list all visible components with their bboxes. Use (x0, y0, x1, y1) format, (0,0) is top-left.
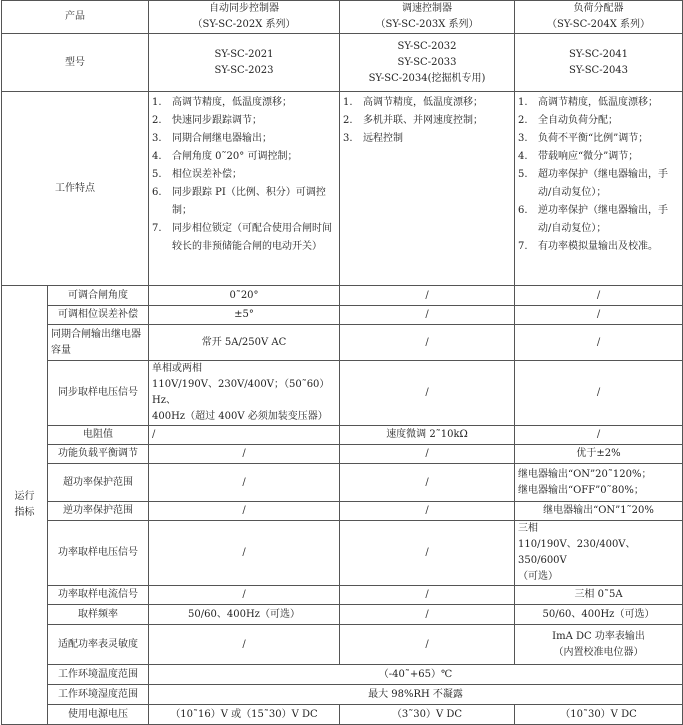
feature-item: 6. 同步跟踪 PI（比例、积分）可调控制； (152, 187, 326, 216)
spec-row (2, 306, 683, 325)
empty-cell: / (149, 625, 340, 665)
model-col3: SY-SC-2041 SY-SC-2043 (515, 34, 683, 92)
empty-cell: / (515, 286, 683, 306)
cell-value: 优于±2% (515, 445, 683, 464)
feature-item: 4. 合闸角度 0˜20° 可调控制； (152, 151, 298, 162)
cell-value: （3˜30）V DC (340, 705, 515, 725)
empty-cell: / (340, 286, 515, 306)
feature-item: 2. 全自动负荷分配； (518, 115, 618, 126)
feature-item: 7. 有功率模拟量输出及校准。 (518, 241, 658, 252)
feature-item: 1. 高调节精度，低温度漂移； (518, 97, 658, 108)
cell-value: 0˜20° (149, 286, 340, 306)
empty-cell: / (340, 445, 515, 464)
row-label: 功能负载平衡调节 (48, 445, 149, 464)
header-label: 产品 (2, 1, 149, 34)
empty-cell: / (515, 306, 683, 325)
spec-row (2, 705, 683, 725)
spec-row (2, 502, 683, 521)
row-label: 超功率保护范围 (48, 464, 149, 502)
header-col3: 负荷分配器 （SY-SC-204X 系列） (515, 1, 683, 34)
row-label: 电阻值 (48, 426, 149, 445)
spec-row (2, 325, 683, 361)
spec-row (2, 665, 683, 685)
empty-cell: / (149, 426, 340, 445)
spec-row (2, 464, 683, 502)
empty-cell: / (515, 426, 683, 445)
empty-cell: / (149, 464, 340, 502)
feature-item: 3. 负荷不平衡“比例”调节； (518, 133, 649, 144)
row-label: 适配功率表灵敏度 (48, 625, 149, 665)
row-label: 可调合闸角度 (48, 286, 149, 306)
empty-cell: / (340, 521, 515, 586)
empty-cell: / (149, 445, 340, 464)
spec-row (2, 605, 683, 625)
feature-item: 3. 远程控制 (343, 133, 403, 144)
header-col1: 自动同步控制器 （SY-SC-202X 系列） (149, 1, 340, 34)
cell-value: 继电器输出“ON”20˜120%； 继电器输出“OFF”0˜80%； (515, 464, 683, 502)
row-label: 可调相位误差补偿 (48, 306, 149, 325)
spec-row (2, 361, 683, 426)
group-label: 运行 指标 (2, 286, 48, 725)
features-col2 (340, 92, 515, 286)
features-row (2, 92, 683, 286)
row-label: 功率取样电压信号 (48, 521, 149, 586)
header-row (2, 1, 683, 34)
row-label: 同期合闸输出继电器容量 (48, 325, 149, 361)
empty-cell: / (340, 306, 515, 325)
row-label: 工作环境湿度范围 (48, 685, 149, 705)
feature-item: 3. 同期合闸继电器输出； (152, 133, 272, 144)
model-col1: SY-SC-2021 SY-SC-2023 (149, 34, 340, 92)
cell-value: 50/60、400Hz（可选） (515, 605, 683, 625)
empty-cell: / (149, 521, 340, 586)
cell-value: （10˜30）V DC (515, 705, 683, 725)
spec-row (2, 521, 683, 586)
model-label: 型号 (2, 34, 149, 92)
row-label: 取样频率 (48, 605, 149, 625)
spec-row (2, 286, 683, 306)
spec-row (2, 625, 683, 665)
cell-value: ±5° (149, 306, 340, 325)
cell-value: （-40˜+65）℃ (149, 665, 683, 685)
empty-cell: / (515, 325, 683, 361)
empty-cell: / (515, 361, 683, 426)
cell-value: 继电器输出“ON”1˜20% (515, 502, 683, 521)
empty-cell: / (340, 464, 515, 502)
row-label: 功率取样电流信号 (48, 586, 149, 605)
spec-row (2, 685, 683, 705)
spec-row (2, 586, 683, 605)
model-row (2, 34, 683, 92)
empty-cell: / (340, 325, 515, 361)
empty-cell: / (340, 605, 515, 625)
empty-cell: / (149, 502, 340, 521)
row-label: 使用电源电压 (48, 705, 149, 725)
spec-row (2, 445, 683, 464)
cell-value: 速度微调 2˜10kΩ (340, 426, 515, 445)
feature-item: 7. 同步相位锁定（可配合使用合闸时间较长的非预储能合闸的电动开关） (152, 223, 332, 252)
feature-item: 5. 相位误差补偿； (152, 169, 242, 180)
spec-table (1, 0, 683, 725)
feature-item: 1. 高调节精度，低温度漂移； (152, 97, 292, 108)
cell-value: 50/60、400Hz（可选） (149, 605, 340, 625)
row-label: 同步取样电压信号 (48, 361, 149, 426)
feature-item: 2. 快速同步跟踪调节； (152, 115, 262, 126)
cell-value: 三相 110/190V、230/400V、350/600V （可选） (515, 521, 683, 586)
model-col2: SY-SC-2032 SY-SC-2033 SY-SC-2034(挖掘机专用) (340, 34, 515, 92)
feature-item: 2. 多机并联、并网速度控制； (343, 115, 483, 126)
row-label: 工作环境温度范围 (48, 665, 149, 685)
feature-item: 1. 高调节精度，低温度漂移； (343, 97, 483, 108)
header-col2: 调速控制器 （SY-SC-203X 系列） (340, 1, 515, 34)
empty-cell: / (149, 586, 340, 605)
features-label: 工作特点 (2, 92, 149, 286)
cell-value: （10˜16）V 或（15˜30）V DC (149, 705, 340, 725)
cell-value: 最大 98%RH 不凝露 (149, 685, 683, 705)
empty-cell: / (340, 361, 515, 426)
cell-value: 单相或两相 110V/190V、230V/400V；（50˜60）Hz、 400Hz（超过 400V 必须加装变压器） (149, 361, 340, 426)
feature-item: 4. 带载响应“微分”调节； (518, 151, 639, 162)
cell-value: 三相 0˜5A (515, 586, 683, 605)
cell-value: 常开 5A/250V AC (149, 325, 340, 361)
features-col1 (149, 92, 340, 286)
features-col3 (515, 92, 683, 286)
feature-item: 6. 逆功率保护（继电器输出，手动/自动复位）； (518, 205, 668, 234)
empty-cell: / (340, 502, 515, 521)
cell-value: ImA DC 功率表输出 （内置校准电位器） (515, 625, 683, 665)
empty-cell: / (340, 625, 515, 665)
empty-cell: / (340, 586, 515, 605)
feature-item: 5. 超功率保护（继电器输出，手动/自动复位）； (518, 169, 668, 198)
spec-row (2, 426, 683, 445)
row-label: 逆功率保护范围 (48, 502, 149, 521)
